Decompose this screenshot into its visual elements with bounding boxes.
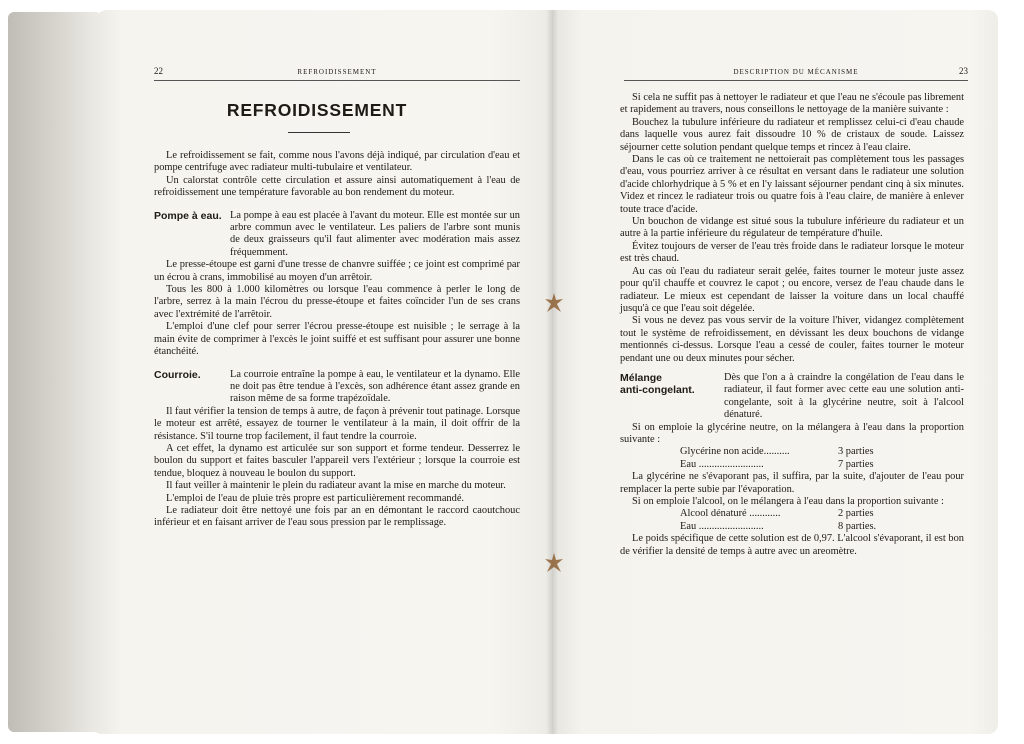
recipe-quantity: 3 parties: [838, 446, 874, 458]
recipe-row: [680, 459, 900, 471]
left-page-number: 22: [154, 66, 163, 76]
recipe-quantity: 8 parties.: [838, 520, 877, 532]
section-paragraph: L'emploi d'une clef pour serrer l'écrou presse-étoupe est nuisible ; le serrage à la main évite de comprimer à l'excès le joint suiffé et est suffisant pour assurer une bonne étanchéité.: [154, 321, 520, 358]
section-paragraph: Tous les 800 à 1.000 kilomètres ou lorsque l'eau commence à perler le long de l'arbre, serrez à la main l'écrou du presse-étoupe et faites coïncider l'un de ses crans avec l'extrémité de l'arrêtoir.: [154, 284, 520, 320]
recipe-quantity: 7 parties: [838, 458, 874, 470]
recipe-row: [680, 446, 900, 458]
section-heading-pompe: Pompe à eau.: [154, 209, 222, 222]
section-heading-line: anti-congelant.: [620, 384, 695, 397]
recipe-row: [680, 508, 900, 520]
section-paragraph: Si on emploie l'alcool, on le mélangera à l'eau dans la proportion suivante :: [632, 496, 944, 507]
binding-stitch-icon: [543, 292, 565, 314]
book-edge-shadow: [8, 12, 98, 732]
book-gutter: [546, 10, 558, 734]
section-paragraph: Dès que l'on a à craindre la congélation de l'eau dans le radiateur, il faut former avec cette eau une solution anti-congelante, soit à la glycérine neutre, soit à l'alcool dénaturé.: [724, 371, 964, 421]
recipe-ingredient: Glycérine non acide..........: [680, 446, 790, 458]
body-paragraph: Si vous ne devez pas vous servir de la voiture l'hiver, vidangez complètement tout le système de refroidissement, en dévissant les deux bouchons de vidange mentionnés ci-dessus. Lorsque l'eau a cessé de couler, faites tourner le moteur pendant une ou deux minutes pour sécher.: [620, 315, 964, 364]
section-heading-melange: [620, 372, 724, 422]
section-paragraph: La pompe à eau est placée à l'avant du moteur. Elle est montée sur un arbre commun avec le ventilateur. Les paliers de l'arbre sont munis de deux graisseurs qu'il faut alimenter avec modération mais assez fréquemment.: [230, 209, 520, 258]
section-courroie: [154, 369, 520, 406]
left-body-text: [154, 150, 520, 530]
left-running-title: REFROIDISSEMENT: [297, 68, 377, 76]
right-body-text: [620, 92, 964, 558]
title-rule: [288, 132, 350, 133]
recipe-ingredient: Eau .........................: [680, 520, 764, 532]
section-paragraph: La glycérine ne s'évaporant pas, il suffira, par la suite, d'ajouter de l'eau pour remplacer la perte subie par l'évaporation.: [620, 471, 964, 495]
section-melange: [620, 372, 964, 422]
section-pompe: [154, 210, 520, 260]
binding-stitch-icon: [543, 552, 565, 574]
section-paragraph: Il faut vérifier la tension de temps à autre, de façon à prévenir tout patinage. Lorsque le moteur est arrêté, essayez de tourner le ventilateur à la main, il doit offrir de la résistance. S'il tourne trop facilement, il faut tendre la courroie.: [154, 405, 520, 442]
body-paragraph: Évitez toujours de verser de l'eau très froide dans le radiateur lorsque le moteur est très chaud.: [620, 240, 964, 265]
right-running-title: DESCRIPTION DU MÉCANISME: [733, 68, 859, 76]
section-paragraph: Le poids spécifique de cette solution est de 0,97. L'alcool s'évaporant, il est bon de vérifier la densité de temps à autre avec un areomètre.: [620, 533, 964, 557]
recipe-ingredient: Alcool dénaturé ............: [680, 508, 781, 520]
recipe-quantity: 2 parties: [838, 508, 874, 520]
body-paragraph: Bouchez la tubulure inférieure du radiateur et remplissez celui-ci d'eau chaude dans laquelle vous aurez fait dissoudre 10 % de cristaux de soude. Laissez séjourner cette solution pendant quelque temps et rincez à l'eau claire.: [620, 116, 964, 153]
section-paragraph: Si on emploie la glycérine neutre, on la mélangera à l'eau dans la proportion suivante :: [620, 421, 964, 445]
chapter-title: REFROIDISSEMENT: [226, 100, 408, 120]
intro-paragraph: Un calorstat contrôle cette circulation et assure ainsi automatiquement à l'eau de refroidissement une température favorable au bon rendement du moteur.: [154, 174, 520, 199]
intro-paragraph: Le refroidissement se fait, comme nous l'avons déjà indiqué, par circulation d'eau et pompe centrifuge avec radiateur multi-tubulaire et ventilateur.: [154, 150, 520, 174]
section-heading-courroie: Courroie.: [154, 368, 201, 381]
body-paragraph: Un bouchon de vidange est situé sous la tubulure inférieure du radiateur et un autre à la partie inférieure du régulateur de température d'huile.: [620, 216, 964, 240]
section-paragraph: Il faut veiller à maintenir le plein du radiateur avant la mise en marche du moteur.: [166, 480, 506, 492]
section-paragraph: Le radiateur doit être nettoyé une fois par an en démontant le raccord caoutchouc inférieur et en faisant arriver de l'eau sous pression par le remplissage.: [154, 504, 520, 529]
section-paragraph: A cet effet, la dynamo est articulée sur son support et forme tendeur. Desserrez le boulon du support et faites basculer l'appareil vers l'extérieur ; lorsque la courroie est tendue, bloquez à nouveau le boulon du support.: [154, 442, 520, 479]
body-paragraph: Si cela ne suffit pas à nettoyer le radiateur et que l'eau ne s'écoule pas librement et rapidement au travers, nous conseillons le nettoyage de la manière suivante :: [620, 92, 964, 116]
recipe-ingredient: Eau .........................: [680, 458, 764, 470]
right-running-head: [624, 60, 968, 81]
section-paragraph: La courroie entraîne la pompe à eau, le ventilateur et la dynamo. Elle ne doit pas être tendue à l'excès, son adhérence étant assez grande en raison même de sa forme trapézoïdale.: [230, 368, 520, 405]
left-page: [92, 10, 552, 734]
section-heading-line: Mélange: [620, 371, 663, 384]
left-running-head: [154, 60, 520, 81]
section-paragraph: L'emploi de l'eau de pluie très propre est particulièrement recommandé.: [166, 492, 465, 504]
recipe-row: [680, 521, 900, 533]
body-paragraph: Dans le cas où ce traitement ne nettoierait pas complètement tous les passages d'eau, vous pourriez arriver à ce résultat en versant dans le radiateur une solution d'acide chlorhydrique à 5 % et en l'y laissant séjourner pendant cinq à six minutes. Videz et rincez le radiateur trois ou quatre fois à l'eau claire, de manière à enlever toute trace d'acide.: [620, 154, 964, 215]
body-paragraph: Au cas où l'eau du radiateur serait gelée, faites tourner le moteur juste assez pour qu'il chauffe et couvrez le capot ; ou encore, versez de l'eau chaude dans le radiateur. Le mieux est cependant de laisser la voiture dans un local chauffé jusqu'à ce que l'eau soit dégelée.: [620, 265, 964, 314]
right-page: [552, 10, 998, 734]
right-page-number: 23: [959, 66, 968, 76]
section-paragraph: Le presse-étoupe est garni d'une tresse de chanvre suiffée ; ce joint est comprimé par un écrou à crans, immobilisé au moyen d'un arrêtoir.: [154, 259, 520, 283]
